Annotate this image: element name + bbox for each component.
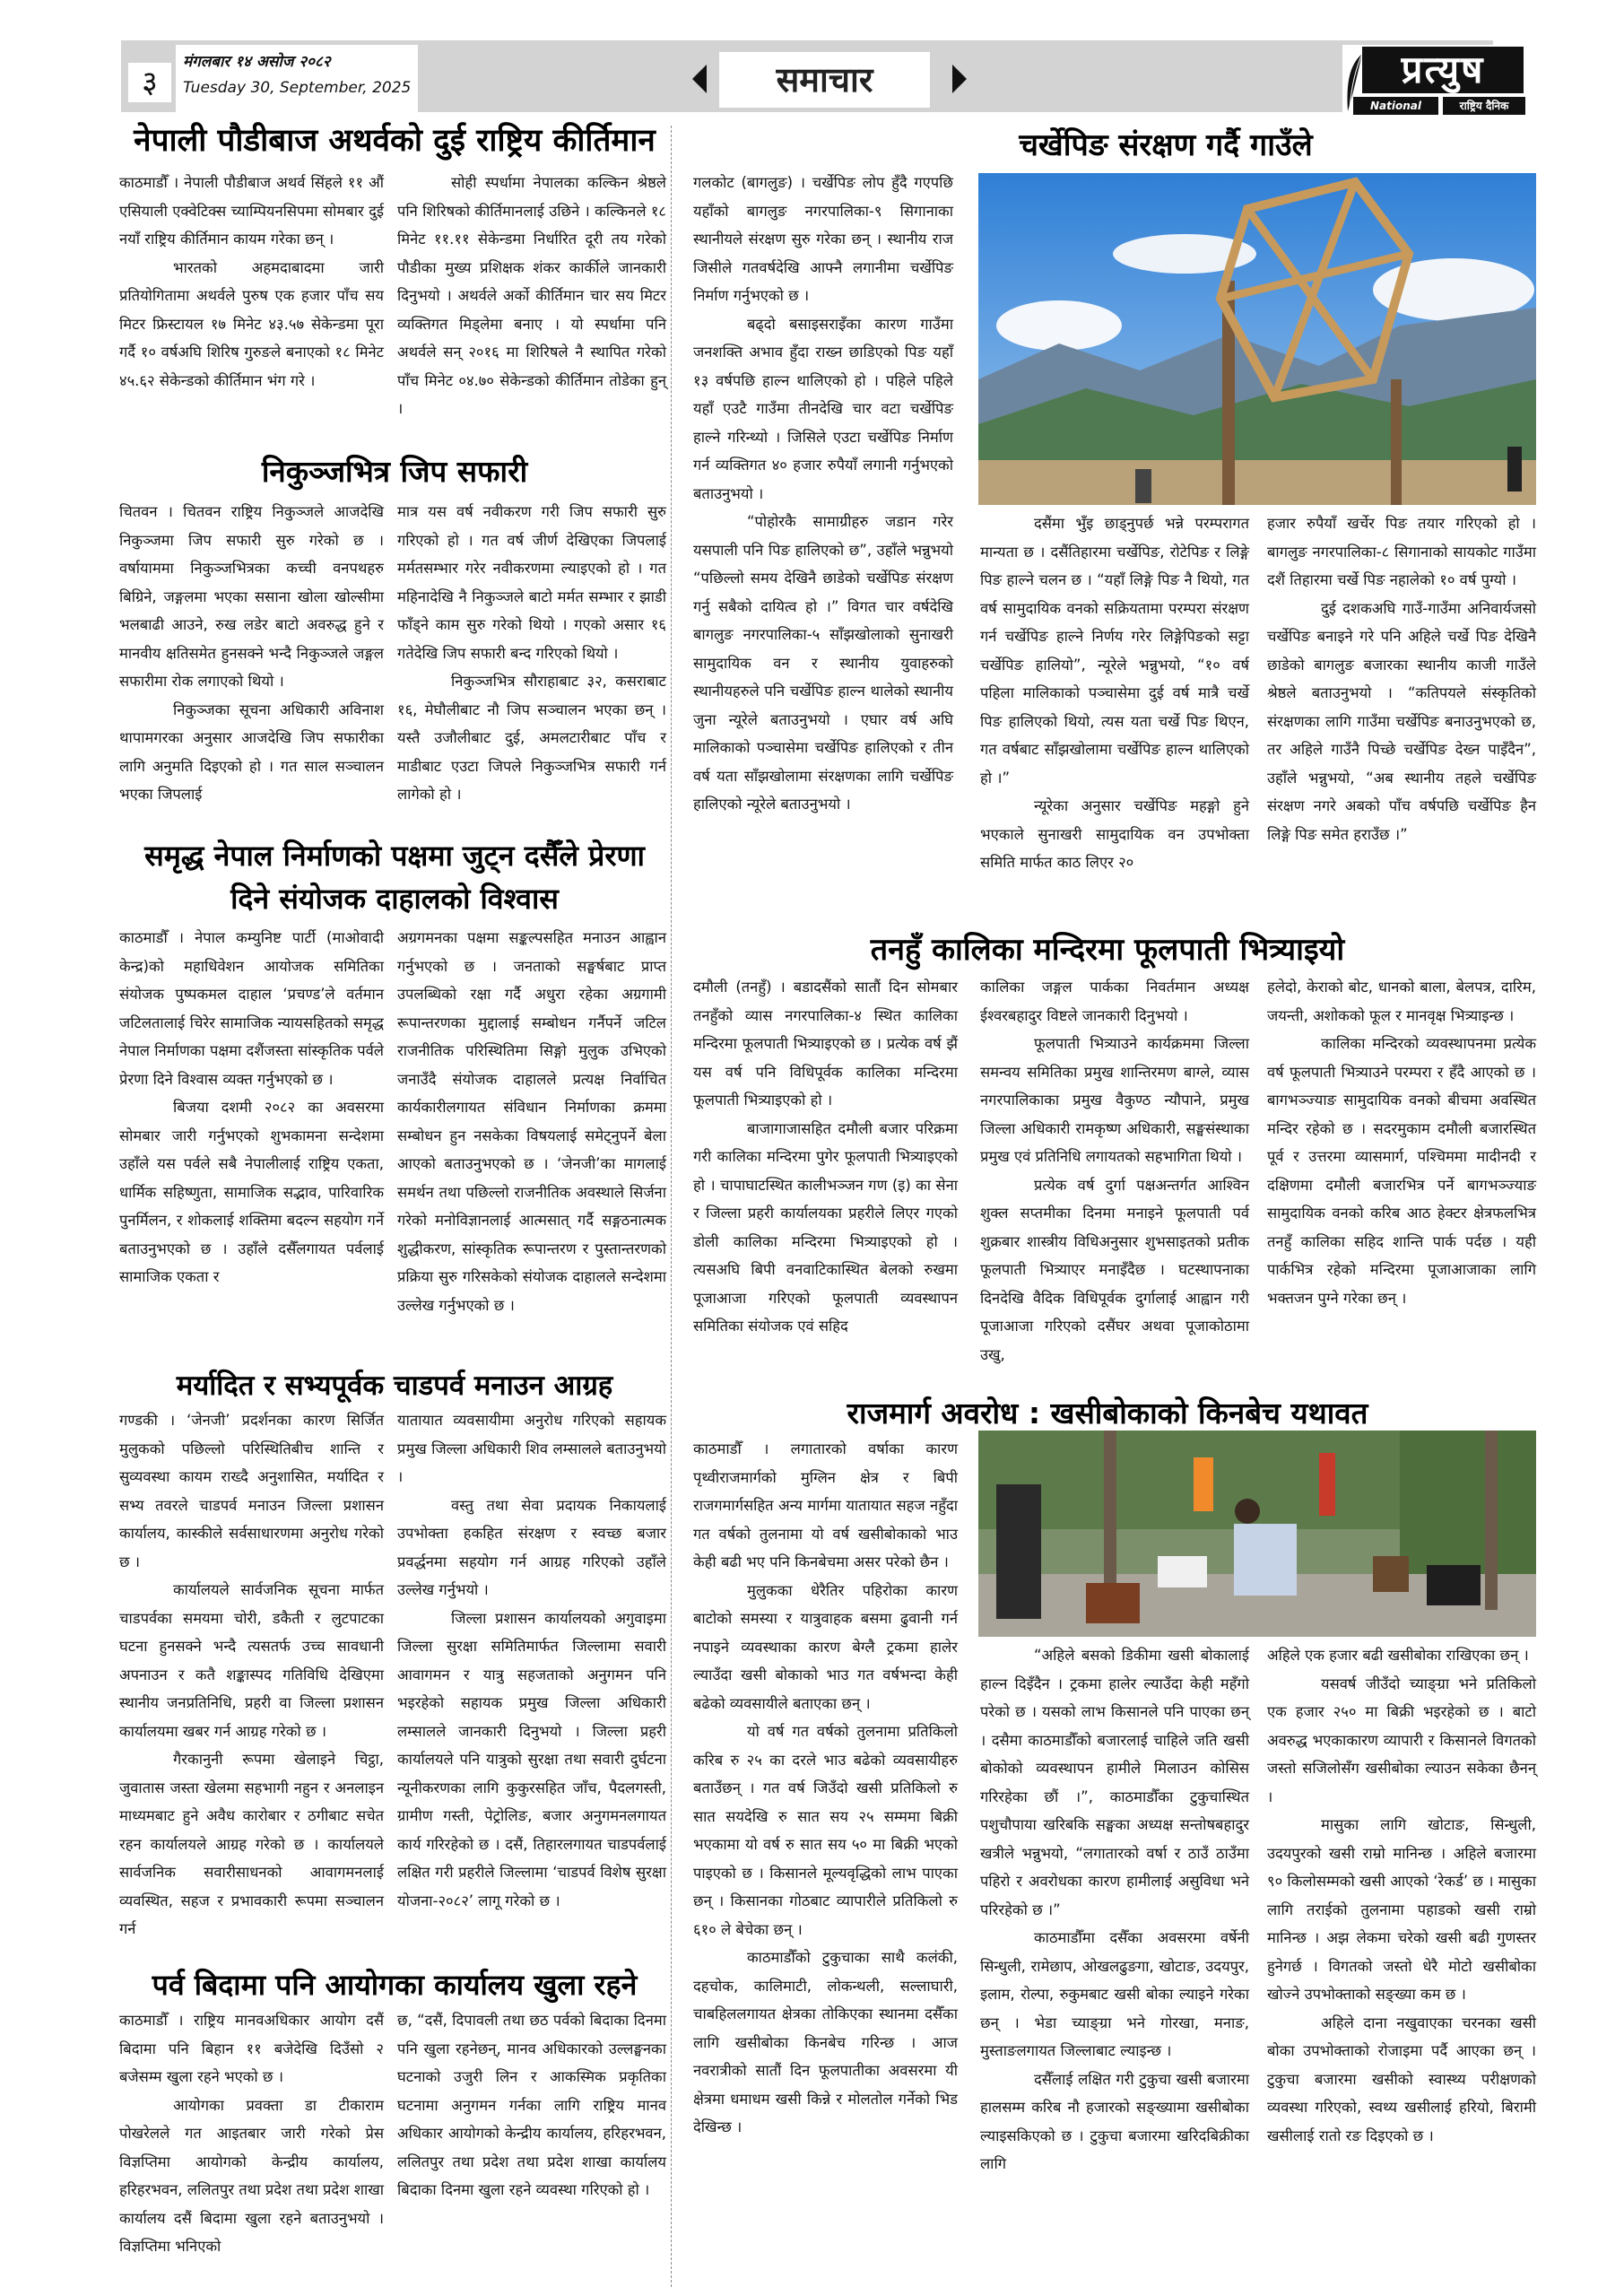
paragraph: काठमाडौँमा दसैँका अवसरमा वर्षेनी सिन्धुली, रामेछाप, ओखलढुङगा, खोटाङ, उदयपुर, इलाम, रोल्पा, रुकुमबाट खसी बोका ल्याइने गरेका छन् । भेडा च्याङ्ग्रा भने गोरखा, मनाङ, मुस्ताङलगायत जिल्लाबाट ल्याइन्छ । bbox=[980, 1929, 1249, 2059]
paragraph: छ, “दसैं, दिपावली तथा छठ पर्वको बिदाका दिनमा पनि खुला रहनेछन्, मानव अधिकारको उल्लङ्घनका घटनाको उजुरी लिन र आकस्मिक प्रकृतिका घटनामा अनुगमन गर्नका लागि राष्ट्रिय मानव अधिकार आयोगको केन्द्रीय कार्यालय, हरिहरभवन, ललितपुर तथा प्रदेश तथा प्रदेश शाखा कार्यालय बिदाका दिनमा खुला रहने व्यवस्था गरिएको हो । bbox=[397, 2012, 666, 2198]
paragraph: दुई दशकअघि गाउँ-गाउँमा अनिवार्यजसो चर्खेपिङ बनाइने गरे पनि अहिले चर्खे पिङ देखिनै छाडेको बागलुङ बजारका स्थानीय काजी गाउँले श्रेष्ठले बताउनुभयो । “कतिपयले संस्कृतिको संरक्षणका लागि गाउँमा चर्खेपिङ बनाउनुभएको छ, तर अहिले गाउँनै पिच्छे चर्खेपिङ देख्न पाइँदैन”, उहाँले भन्नुभयो, “अब स्थानीय तहले चर्खेपिङ संरक्षण नगरे अबको पाँच वर्षपछि चर्खेपिङ हैन लिङ्गे पिङ समेत हराउँछ ।” bbox=[1267, 599, 1536, 843]
paragraph: फूलपाती भित्र्याउने कार्यक्रममा जिल्ला समन्वय समितिका प्रमुख शान्तिरमण बाग्ले, व्यास नगरपालिकाका प्रमुख वैकुण्ठ न्यौपाने, प्रमुख जिल्ला अधिकारी रामकृष्ण अधिकारी, सङ्घसंस्थाका प्रमुख एवं प्रतिनिधि लगायतको सहभागिता थियो । bbox=[980, 1035, 1249, 1165]
paragraph: प्रत्येक वर्ष दुर्गा पक्षअन्तर्गत आश्विन शुक्ल सप्तमीका दिनमा मनाइने फूलपाती पर्व शुक्रबार शास्त्रीय विधिअनुसार शुभसाइतको प्रतीक फूलपाती भित्र्याएर मनाइँदैछ । घटस्थापनाका दिनदेखि वैदिक विधिपूर्वक दुर्गालाई आह्वान गरी पूजाआजा गरिएको दसैंघर अथवा पूजाकोठामा उखु, bbox=[980, 1176, 1249, 1363]
paragraph: कालिका जङ्गल पार्कका निवर्तमान अध्यक्ष ईश्वरबहादुर विष्टले जानकारी दिनुभयो । bbox=[980, 978, 1249, 1024]
paragraph: दसैँलाई लक्षित गरी टुकुचा खसी बजारमा हालसम्म करिब नौ हजारको सङ्ख्यामा खसीबोका ल्याइसकिएको छ । टुकुचा बजारमा खरिदबिक्रीका लागि bbox=[980, 2070, 1249, 2172]
article-fulpati-col1 bbox=[693, 973, 958, 1341]
article-festival-col2 bbox=[397, 1406, 666, 1915]
paragraph: कालिका मन्दिरको व्यवस्थापनमा प्रत्येक वर्ष फूलपाती भित्र्याउने परम्परा र हँदै आएको छ । बागभञ्ज्याङ सामुदायिक वनको बीचमा अवस्थित मन्दिर रहेको छ । सदरमुकाम दमौली बजारस्थित पूर्व र उत्तरमा व्यासमार्ग, पश्चिममा मादीनदी र दक्षिणमा दमौली बजारभित्र पर्ने बागभञ्ज्याङ सामुदायिक वनको करिब आठ हेक्टर क्षेत्रफलभित्र तनहुँ कालिका सहिद शान्ति पार्क पर्दछ । यही पार्कभित्र रहेको मन्दिरमा पूजाआजाका लागि भक्तजन पुग्ने गरेका छन् । bbox=[1267, 1035, 1536, 1307]
headline-safari: निकुञ्जभित्र जिप सफारी bbox=[261, 454, 528, 489]
arrow-right-icon bbox=[952, 65, 967, 93]
paragraph: अग्रगमनका पक्षमा सङ्कल्पसहित मनाउन आह्वान गर्नुभएको छ । जनताको सङ्घर्षबाट प्राप्त उपलब्धिको रक्षा गर्दै अधुरा रहेका अग्रगामी रूपान्तरणका मुद्दालाई सम्बोधन गर्नैपर्ने जटिल राजनीतिक परिस्थितिमा सिङ्गो मुलुक उभिएको जनाउँदै संयोजक दाहालले प्रत्यक्ष निर्वाचित कार्यकारीलगायत संविधान निर्माणका क्रममा सम्बोधन हुन नसकेका विषयलाई समेट्नुपर्ने बेला आएको बताउनुभएको छ । ‘जेनजी’का मागलाई समर्थन तथा पछिल्लो राजनीतिक अवस्थाले सिर्जना गरेको मनोविज्ञानलाई आत्मसात् गर्दै सङ्गठनात्मक शुद्धीकरण, सांस्कृतिक रूपान्तरण र पुस्तान्तरणको प्रक्रिया सुरु गरिसकेको संयोजक दाहालले सन्देशमा उल्लेख गर्नुभएको छ । bbox=[397, 929, 666, 1314]
headline-commission: पर्व बिदामा पनि आयोगका कार्यालय खुला रहने bbox=[152, 1968, 638, 2002]
article-dahal-col1 bbox=[119, 924, 384, 1292]
headline-dahal-line1: समृद्ध नेपाल निर्माणको पक्षमा जुट्न दसैँले प्रेरणा bbox=[144, 839, 645, 873]
headline-goats: राजमार्ग अवरोध : खसीबोकाको किनबेच यथावत bbox=[847, 1396, 1368, 1431]
paragraph: न्यूरेका अनुसार चर्खेपिङ महङ्गो हुने भएकाले सुनाखरी सामुदायिक वन उपभोक्ता समिति मार्फत काठ लिएर २० bbox=[980, 797, 1249, 871]
paragraph: जिल्ला प्रशासन कार्यालयको अगुवाइमा जिल्ला सुरक्षा समितिमार्फत जिल्लामा सवारी आवागमन र यात्रु सहजताको अनुगमन पनि भइरहेको सहायक प्रमुख जिल्ला अधिकारी लम्सालले जानकारी दिनुभयो । जिल्ला प्रहरी कार्यालयले पनि यात्रुको सुरक्षा तथा सवारी दुर्घटना न्यूनीकरणका लागि कुकुरसहित जाँच, पैदलगस्ती, ग्रामीण गस्ती, पेट्रोलिङ, बजार अनुगमनलगायत कार्य गरिरहेको छ । दसैं, तिहारलगायत चाडपर्वलाई लक्षित गरी प्रहरीले जिल्लामा ‘चाडपर्व विशेष सुरक्षा योजना-२०८२’ लागू गरेको छ । bbox=[397, 1609, 666, 1909]
paragraph: चितवन । चितवन राष्ट्रिय निकुञ्जले आजदेखि निकुञ्जमा जिप सफारी सुरु गरेको छ । वर्षायाममा निकुञ्जभित्रका कच्ची वनपथहरु बिग्रिने, जङ्गलमा भएका ससाना खोला खोल्सीमा भलबाढी आउने, रुख लडेर बाटो अवरुद्ध हुने र मानवीय क्षतिसमेत हुनसक्ने भन्दै निकुञ्जले जङ्गल सफारीमा रोक लगाएको थियो । bbox=[119, 503, 384, 690]
logo-title: प्रत्युष bbox=[1362, 47, 1524, 93]
article-swing-col3 bbox=[1267, 509, 1536, 848]
paragraph: काठमाडौँ । नेपाल कम्युनिष्ट पार्टी (माओवादी केन्द्र)को महाधिवेशन आयोजक समितिका संयोजक पुष्पकमल दाहाल ‘प्रचण्ड’ले वर्तमान जटिलतालाई चिरेर सामाजिक न्यायसहितको समृद्ध नेपाल निर्माणका पक्षमा दशैंजस्ता सांस्कृतिक पर्वले प्रेरणा दिने विश्वास व्यक्त गर्नुभएको छ । bbox=[119, 929, 384, 1088]
paragraph: आयोगका प्रवक्ता डा टीकाराम पोखरेलले गत आइतबार जारी गरेको प्रेस विज्ञप्तिमा आयोगको केन्द्रीय कार्यालय, हरिहरभवन, ललितपुर तथा प्रदेश तथा प्रदेश शाखा कार्यालय दसैं बिदामा खुला रहने बताउनुभयो । विज्ञप्तिमा भनिएको bbox=[119, 2096, 384, 2255]
paragraph: बढ्दो बसाइसराइँका कारण गाउँमा जनशक्ति अभाव हुँदा राख्न छाडिएको पिङ यहाँ १३ वर्षपछि हाल्न थालिएको हो । पहिले पहिले यहाँ एउटै गाउँमा तीनदेखि चार वटा चर्खेपिङ हाल्ने गरिन्थ्यो । जिसिले एउटा चर्खेपिङ निर्माण गर्न व्यक्तिगत ४० हजार रुपैयाँ लगानी गर्नुभएको बताउनुभयो । bbox=[693, 315, 953, 502]
paragraph: हजार रुपैयाँ खर्चेर पिङ तयार गरिएको हो । बागलुङ नगरपालिका-८ सिगानाको सायकोट गाउँमा दशैं तिहारमा चर्खे पिङ नहालेको १० वर्ष पुग्यो । bbox=[1267, 515, 1536, 588]
article-dahal-col2 bbox=[397, 924, 666, 1319]
article-athlete-col1 bbox=[119, 169, 384, 395]
paragraph: गलकोट (बागलुङ) । चर्खेपिङ लोप हुँदै गएपछि यहाँको बागलुङ नगरपालिका-९ सिगानाका स्थानीयले संरक्षण सुरु गरेका छन् । स्थानीय राज जिसीले गतवर्षदेखि आफ्नै लगानीमा चर्खेपिङ निर्माण गर्नुभएको छ । bbox=[693, 174, 953, 304]
photo-goats-image bbox=[978, 1431, 1536, 1637]
paragraph: काठमाडौँको टुकुचाका साथै कलंकी, दहचोक, कालिमाटी, लोकन्थली, सल्लाघारी, चाबहिललगायत क्षेत्रका तोकिएका स्थानमा दसैँका लागि खसीबोका किनबेच गरिन्छ । आज नवरात्रीको सातौं दिन फूलपातीका अवसरमा यी क्षेत्रमा धमाधम खसी किन्ने र मोलतोल गर्नेको भिड देखिन्छ । bbox=[693, 1949, 958, 2135]
paragraph: यो वर्ष गत वर्षको तुलनामा प्रतिकिलो करिब रु २५ का दरले भाउ बढेको व्यवसायीहरु बताउँछन् । गत वर्ष जिउँदो खसी प्रतिकिलो रु सात सयदेखि रु सात सय २५ सम्ममा बिक्री भएकामा यो वर्ष रु सात सय ५० मा बिक्री भएको पाइएको छ । किसानले मूल्यवृद्धिको लाभ पाएका छन् । किसानका गोठबाट व्यापारीले प्रतिकिलो रु ६१० ले बेचेका छन् । bbox=[693, 1723, 958, 1938]
article-goats-col3 bbox=[1267, 1641, 1536, 2150]
article-commission-col2 bbox=[397, 2006, 666, 2205]
paragraph: यसवर्ष जीउँदो च्याङ्ग्रा भने प्रतिकिलो एक हजार २५० मा बिक्री भइरहेको छ । बाटो अवरुद्ध भएकाकारण व्यापारी र किसानले विगतको जस्तो सजिलोसँग खसीबोका ल्याउन सकेका छैनन् । bbox=[1267, 1674, 1536, 1805]
headline-dahal-line2: दिने संयोजक दाहालको विश्वास bbox=[230, 882, 559, 916]
paragraph: मात्र यस वर्ष नवीकरण गरी जिप सफारी सुरु गरिएको हो । गत वर्ष जीर्ण देखिएका जिपलाई मर्मतसम्भार गरेर नवीकरणमा ल्याइएको हो । गत महिनादेखि नै निकुञ्जले बाटो मर्मत सम्भार र झाडी फाँड्ने काम सुरु गरेको थियो । गएको असार १६ गतेदेखि जिप सफारी बन्द गरिएको थियो । bbox=[397, 503, 666, 662]
arrow-left-icon bbox=[692, 65, 707, 93]
paragraph: “पोहोरकै सामाग्रीहरु जडान गरेर यसपाली पनि पिङ हालिएको छ”, उहाँले भन्नुभयो “पछिल्लो समय देखिनै छाडेको चर्खेपिङ संरक्षण गर्नु सबैको दायित्व हो ।” विगत चार वर्षदेखि बागलुङ नगरपालिका-५ साँझखोलाको सुनाखरी सामुदायिक वन र स्थानीय युवाहरुको स्थानीयहरुले पनि चर्खेपिङ हाल्न थालेको स्थानीय जुना न्यूरेले बताउनुभयो । एघार वर्ष अघि मालिकाको पञ्चासेमा चर्खेपिङ हालिएको र तीन वर्ष यता साँझखोलामा संरक्षणका लागि चर्खेपिङ हालिएको न्यूरेले बताउनुभयो । bbox=[693, 513, 953, 813]
paragraph: हलेदो, केराको बोट, धानको बाला, बेलपत्र, दारिम, जयन्ती, अशोकको फूल र मानवृक्ष भित्र्याइन्छ । bbox=[1267, 978, 1536, 1024]
article-fulpati-col2 bbox=[980, 973, 1249, 1369]
paragraph: मासुका लागि खोटाङ, सिन्धुली, उदयपुरको खसी राम्रो मानिन्छ । अहिले बजारमा ९० किलोसम्मको खसी आएको ‘रेकर्ड’ छ । मासुका लागि तराईको तुलनामा पहाडको खसी राम्रो मानिन्छ । अझ लेकमा चरेको खसी बढी गुणस्तर हुनेगर्छ । विगतको जस्तो धेरै मोटो खसीबोका खोज्ने उपभोक्ताको सङ्ख्या कम छ । bbox=[1267, 1816, 1536, 2003]
photo-swing bbox=[978, 173, 1536, 505]
paragraph: बिजया दशमी २०८२ का अवसरमा सोमबार जारी गर्नुभएको शुभकामना सन्देशमा उहाँले यस पर्वले सबै नेपालीलाई राष्ट्रिय एकता, धार्मिक सहिष्णुता, सामाजिक सद्भाव, पारिवारिक पुनर्मिलन, र शोकलाई शक्तिमा बदल्न सहयोग गर्ने बताउनुभएको छ । उहाँले दसैँलगायत पर्वलाई सामाजिक एकता र bbox=[119, 1099, 384, 1285]
section-title: समाचार bbox=[719, 52, 930, 108]
paragraph: अहिले दाना नखुवाएका चरनका खसी बोका उपभोक्ताको रोजाइमा पर्दै आएका छन् । टुकुचा बजारमा खसीको स्वास्थ्य परीक्षणको व्यवस्था गरिएको, स्वथ्य खसीलाई हरियो, बिरामी खसीलाई रातो रङ दिइएको छ । bbox=[1267, 2013, 1536, 2144]
headline-swing: चर्खेपिङ संरक्षण गर्दै गाउँले bbox=[1019, 127, 1313, 163]
headline-festival: मर्यादित र सभ्यपूर्वक चाडपर्व मनाउन आग्रह bbox=[176, 1370, 613, 1402]
article-athlete-col2 bbox=[397, 169, 666, 423]
paragraph: निकुञ्जका सूचना अधिकारी अविनाश थापामगरका अनुसार आजदेखि जिप सफारीका लागि अनुमति दिइएको हो । गत साल सञ्चालन भएका जिपलाई bbox=[119, 700, 384, 803]
article-commission-col1 bbox=[119, 2006, 384, 2261]
paragraph: सोही स्पर्धामा नेपालका कल्किन श्रेष्ठले पनि शिरिषको कीर्तिमानलाई उछिने । कल्किनले १८ मिनेट ११.११ सेकेन्डमा निर्धारित दूरी तय गरेको पौडीका मुख्य प्रशिक्षक शंकर कार्कीले जानकारी दिनुभयो । अथर्वले अर्को कीर्तिमान चार सय मिटर व्यक्तिगत मिड्लेमा बनाए । यो स्पर्धामा पनि अथर्वले सन् २०१६ मा शिरिषले नै स्थापित गरेको पाँच मिनेट ०४.७० सेकेन्डको कीर्तिमान तोडेका हुन् । bbox=[397, 174, 666, 417]
article-safari-col2 bbox=[397, 498, 666, 809]
article-goats-col2 bbox=[980, 1641, 1249, 2179]
paragraph: दमौली (तनहुँ) । बडादसैंको सातौं दिन सोमबार तनहुँको व्यास नगरपालिका-४ स्थित कालिका मन्दिरमा फूलपाती भित्र्याइएको छ । प्रत्येक वर्ष झैं यस वर्ष पनि विधिपूर्वक कालिका मन्दिरमा फूलपाती भित्र्याइएको हो । bbox=[693, 978, 958, 1109]
newspaper-logo bbox=[1342, 45, 1535, 130]
paragraph: अहिले एक हजार बढी खसीबोका राखिएका छन् । bbox=[1267, 1647, 1529, 1664]
headline-athlete: नेपाली पौडीबाज अथर्वको दुई राष्ट्रिय कीर्तिमान bbox=[134, 123, 656, 159]
date-box bbox=[176, 45, 418, 112]
paragraph: बाजागाजासहित दमौली बजार परिक्रमा गरी कालिका मन्दिरमा पुगेर फूलपाती भित्र्याइएको हो । चापाघाटस्थित कालीभञ्जन गण (इ) का सेना र जिल्ला प्रहरी कार्यालयका प्रहरीले लिएर गएको डोली कालिका मन्दिरमा भित्र्याइएको हो । त्यसअघि बिपी वनवाटिकास्थित बेलको रुखमा पूजाआजा गरिएको फूलपाती व्यवस्थापन समितिका संयोजक एवं सहिद bbox=[693, 1119, 958, 1335]
paragraph: “अहिले बसको डिकीमा खसी बोकालाई हाल्न दिइँदैन । ट्रकमा हालेर ल्याउँदा केही महँगो परेको छ । यसको लाभ किसानले पनि पाएका छन् । दसैमा काठमाडौँको बजारलाई चाहिले जति खसी बोकोको व्यवस्थापन हामीले मिलाउन कोसिस गरिरहेका छौं ।”, काठमाडौँका टुकुचास्थित पशुचौपाया खरिबकि सङ्घका अध्यक्ष सन्तोषबहादुर खत्रीले भन्नुभयो, “लगातारको वर्षा र ठाउँ ठाउँमा पहिरो र अवरोधका कारण हामीलाई असुविधा भने परिरहेको छ ।” bbox=[980, 1647, 1249, 1918]
paragraph: दसैंमा भुँइ छाड्नुपर्छ भन्ने परम्परागत मान्यता छ । दसैंतिहारमा चर्खेपिङ, रोटेपिङ र लिङ्गे पिङ हाल्ने चलन छ । “यहाँ लिङ्गे पिङ नै थियो, गत वर्ष सामुदायिक वनको सक्रियतामा परम्परा संरक्षण गर्न चर्खेपिङ हाल्ने निर्णय गरेर लिङ्गेपिङको सट्टा चर्खेपिङ हालियो”, न्यूरेले भन्नुभयो, “१० वर्ष पहिला मालिकाको पञ्चासेमा दुई वर्ष मात्रै चर्खे पिङ हालिएको थियो, त्यस यता चर्खे पिङ थिएन, गत वर्षबाट साँझखोलामा चर्खेपिङ हाल्न थालिएको हो ।” bbox=[980, 515, 1249, 787]
paragraph: निकुञ्जभित्र सौराहाबाट ३२, कसराबाट १६, मेघौलीबाट नौ जिप सञ्चालन भएका छन् । यस्तै उजौलीबाट दुई, अमलटारीबाट पाँच र माडीबाट एउटा जिपले निकुञ्जभित्र सफारी गर्न लागेको हो । bbox=[397, 673, 666, 803]
paragraph: गण्डकी । ‘जेनजी’ प्रदर्शनका कारण सिर्जित मुलुकको पछिल्लो परिस्थितिबीच शान्ति र सुव्यवस्था कायम राख्दै अनुशासित, मर्यादित र सभ्य तवरले चाडपर्व मनाउन जिल्ला प्रशासन कार्यालय, कास्कीले सर्वसाधारणमा अनुरोध गरेको छ । bbox=[119, 1412, 384, 1570]
article-festival-col1 bbox=[119, 1406, 384, 1944]
paragraph: काठमाडौँ । राष्ट्रिय मानवअधिकार आयोग दसैं बिदामा पनि बिहान ११ बजेदेखि दिउँसो २ बजेसम्म खुला रहने भएको छ । bbox=[119, 2012, 384, 2085]
article-safari-col1 bbox=[119, 498, 384, 809]
paragraph: काठमाडौँ । नेपाली पौडीबाज अथर्व सिंहले ११ औं एसियाली एक्वेटिक्स च्याम्पियनसिपमा सोमबार दुई नयाँ राष्ट्रिय कीर्तिमान कायम गरेका छन् । bbox=[119, 174, 384, 248]
article-swing-col2 bbox=[980, 509, 1249, 877]
logo-subtitle-np: राष्ट्रिय दैनिक bbox=[1443, 97, 1525, 115]
date-nepali: मंगलबार १४ असोज २०८२ bbox=[183, 53, 331, 71]
paragraph: मुलुकका धेरैतिर पहिरोका कारण बाटोको समस्या र यात्रुवाहक बसमा ढुवानी गर्न नपाइने व्यवस्थाका कारण बेग्लै ट्रकमा हालेर ल्याउँदा खसी बोकाको भाउ गत वर्षभन्दा केही बढेको व्यवसायीले बताएका छन् । bbox=[693, 1581, 958, 1712]
article-goats-col1 bbox=[693, 1435, 958, 2142]
photo-goats bbox=[978, 1431, 1536, 1637]
paragraph: वस्तु तथा सेवा प्रदायक निकायलाई उपभोक्ता हकहित संरक्षण र स्वच्छ बजार प्रवर्द्धनमा सहयोग गर्न आग्रह गरिएको उहाँले उल्लेख गर्नुभयो । bbox=[397, 1496, 666, 1598]
headline-fulpati: तनहुँ कालिका मन्दिरमा फूलपाती भित्र्याइयो bbox=[870, 932, 1345, 968]
logo-subtitle-en: National Daily bbox=[1353, 97, 1438, 115]
paragraph: काठमाडौँ । लगातारको वर्षाका कारण पृथ्वीराजमार्गको मुग्लिन क्षेत्र र बिपी राजगमार्गसहित अन्य मार्गमा यातायात सहज नहुँदा गत वर्षको तुलनामा यो वर्ष खसीबोकाको भाउ केही बढी भए पनि किनबेचमा असर परेको छैन । bbox=[693, 1440, 958, 1570]
date-english: Tuesday 30, September, 2025 bbox=[183, 79, 412, 97]
paragraph: कार्यालयले सार्वजनिक सूचना मार्फत चाडपर्वका समयमा चोरी, डकैती र लुटपाटका घटना हुनसक्ने भन्दै त्यसतर्फ उच्च सावधानी अपनाउन र कतै शङ्कास्पद गतिविधि देखिएमा स्थानीय जनप्रतिनिधि, प्रहरी वा जिल्ला प्रशासन कार्यालयमा खबर गर्न आग्रह गरेको छ । bbox=[119, 1581, 384, 1740]
article-fulpati-col3 bbox=[1267, 973, 1536, 1312]
paragraph: यातायात व्यवसायीमा अनुरोध गरिएको सहायक प्रमुख जिल्ला अधिकारी शिव लम्सालले बताउनुभयो । bbox=[397, 1412, 666, 1485]
photo-swing-image bbox=[978, 173, 1536, 505]
page-number: ३ bbox=[128, 63, 171, 102]
paragraph: गैरकानुनी रूपमा खेलाइने चिट्ठा, जुवातास जस्ता खेलमा सहभागी नहुन र अनलाइन माध्यमबाट हुने अवैध कारोबार र ठगीबाट सचेत रहन कार्यालयले आग्रह गरेको छ । कार्यालयले सार्वजनिक सवारीसाधनको आवागमनलाई व्यवस्थित, सहज र प्रभावकारी रूपमा सञ्चालन गर्न bbox=[119, 1751, 384, 1937]
article-swing-col1 bbox=[693, 169, 953, 819]
column-separator bbox=[671, 126, 672, 2287]
paragraph: भारतको अहमदाबादमा जारी प्रतियोगितामा अथर्वले पुरुष एक हजार पाँच सय मिटर फ्रिस्टायल १७ मिनेट ४३.५७ सेकेन्डमा पूरा गर्दै १० वर्षअघि शिरिष गुरुङले बनाएको १८ मिनेट ४५.६२ सेकेन्डको कीर्तिमान भंग गरे । bbox=[119, 258, 384, 389]
